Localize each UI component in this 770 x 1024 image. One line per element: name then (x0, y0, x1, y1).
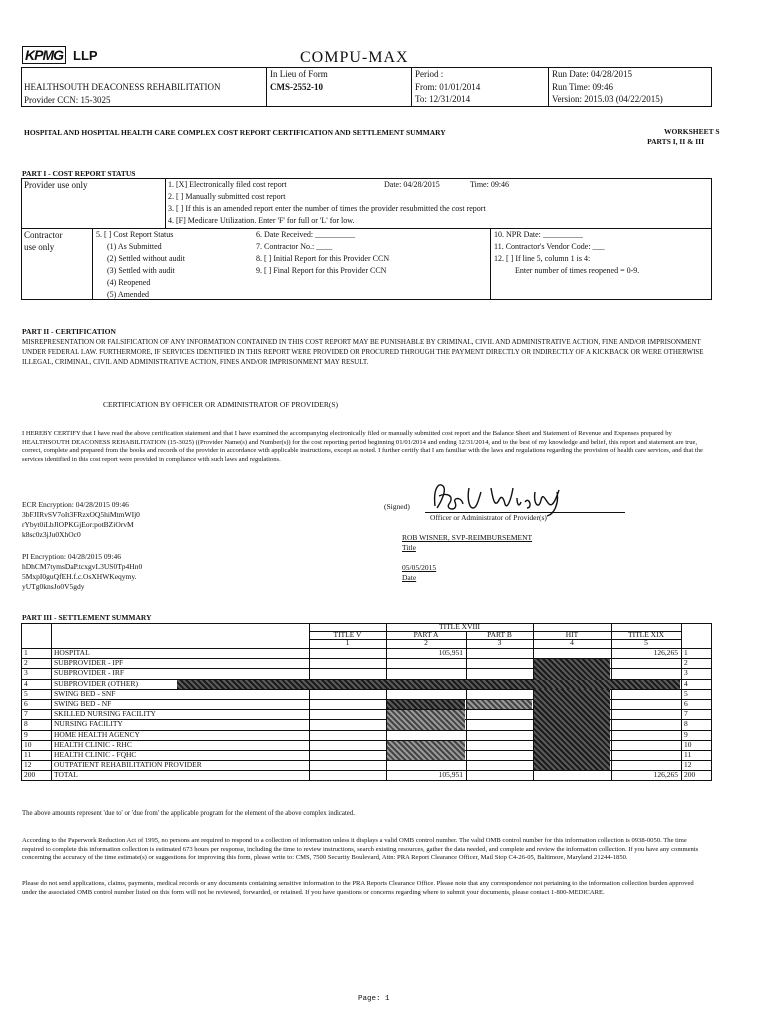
table-row-line-number: 200 (24, 770, 36, 780)
pi-label: PI Encryption: 04/28/2015 09:46 (22, 552, 121, 561)
ecr-line-2: rYbyt0iLbJlOPKGjEor:potBZiOrvM (22, 520, 134, 529)
part2-heading: PART II - CERTIFICATION (22, 327, 116, 336)
table-row-line-number: 4 (24, 678, 28, 688)
table-row-line-number-right: 3 (684, 668, 688, 678)
table-row-line-number: 10 (24, 739, 32, 749)
contractor-no: 7. Contractor No.: ____ (256, 242, 333, 251)
redaction-block (387, 710, 465, 729)
status-line-1: 1. [X] Electronically filed cost report (168, 180, 287, 189)
in-lieu-label: In Lieu of Form (270, 69, 328, 79)
table-row-label: HEALTH CLINIC - FQHC (54, 750, 137, 759)
header-col-hit: HIT (565, 630, 579, 639)
ecr-line-1: 3bFJIRvSV7oIt3FRzxOQ5hiMtmWIj0 (22, 510, 140, 519)
table-row-label: SUBPROVIDER - IRF (54, 668, 125, 678)
part1-vdivider-c (490, 228, 491, 300)
table-row-line-number-right: 200 (684, 770, 696, 780)
date-received: 6. Date Received: __________ (256, 230, 356, 239)
redaction-block (177, 680, 680, 689)
pra-statement-2: Please do not send applications, claims, payments, medical records or any documents containing sensitive information to the PRA Reports Clearance Office. Please note that any correspondence not pertaining to the information collection burden approved under the associated OMB control number listed on this form will not be reviewed, forwarded, or retained. If you have questions or concerns regarding where to submit your documents, please contact 1-800-MEDICARE. (22, 880, 694, 896)
table-row-label: OUTPATIENT REHABILITATION PROVIDER (54, 760, 202, 770)
header-colnum-b: 3 (497, 638, 502, 647)
header-col-xix: TITLE XIX (627, 630, 665, 639)
table-row-part-a: 105,951 (438, 770, 463, 780)
report-status-5: (5) Amended (107, 290, 149, 299)
worksheet-parts: PARTS I, II & III (647, 137, 704, 146)
table-row-line-number-right: 7 (684, 709, 688, 719)
signed-label: (Signed) (384, 502, 410, 511)
software-logo: COMPU-MAX (300, 49, 409, 66)
table-row-line-number: 3 (24, 668, 28, 678)
officer-label: Officer or Administrator of Provider(s) (430, 513, 547, 522)
status-line-3: 3. [ ] If this is an amended report enter the number of times the provider resubmitted the cost report (168, 204, 486, 213)
table-row-label: TOTAL (54, 770, 78, 780)
table-row-line-number: 12 (24, 760, 32, 770)
header-divider-3 (548, 67, 549, 107)
cert-heading: CERTIFICATION BY OFFICER OR ADMINISTRATOR OF PROVIDER(S) (103, 400, 338, 409)
table-row-line-number-right: 6 (684, 699, 688, 708)
form-number: CMS-2552-10 (270, 82, 323, 92)
header-colnum-a: 2 (424, 638, 428, 647)
header-rule-3 (21, 648, 712, 649)
ecr-label: ECR Encryption: 04/28/2015 09:46 (22, 500, 129, 509)
redaction-block (467, 700, 532, 709)
header-col-v: TITLE V (333, 630, 362, 639)
vendor-code: 11. Contractor's Vendor Code: ___ (494, 242, 605, 251)
table-row-line-number: 11 (24, 750, 32, 759)
header-divider-1 (266, 67, 267, 107)
table-row-title-xix: 126,265 (653, 648, 678, 657)
npr-date: 10. NPR Date: __________ (494, 230, 583, 239)
redaction-block (387, 700, 465, 709)
table-row-line-number-right: 11 (684, 750, 692, 759)
pi-line-1: hDhCM7tymsDaP.tcxgvL3US0Tp4Hn0 (22, 562, 143, 571)
settlement-table (21, 623, 712, 786)
pi-line-2: 5MxpI0guQfEH.f.c.OsXHWKeqymy. (22, 572, 137, 581)
table-row-line-number-right: 4 (684, 678, 688, 688)
reopen-line: 12. [ ] If line 5, column 1 is 4: (494, 254, 591, 263)
table-row-line-number: 1 (24, 648, 28, 657)
table-row-line-number: 9 (24, 729, 28, 739)
header-title-xviii: TITLE XVIII (438, 622, 481, 631)
report-status-2: (2) Settled without audit (107, 254, 185, 263)
table-row-label: SWING BED - NF (54, 699, 112, 708)
provider-use-label: Provider use only (24, 180, 88, 190)
table-row-label: HOSPITAL (54, 648, 90, 657)
table-row-title-xix: 126,265 (653, 770, 678, 780)
table-row-label: HOME HEALTH AGENCY (54, 729, 140, 739)
part1-heading: PART I - COST REPORT STATUS (22, 169, 136, 178)
ecr-line-3: k8sc0z3jJu0XhOc0 (22, 530, 81, 539)
col-rule-0 (51, 623, 52, 781)
page-number: Page: 1 (358, 995, 390, 1003)
worksheet-label: WORKSHEET S (664, 127, 720, 136)
status-line-2: 2. [ ] Manually submitted cost report (168, 192, 286, 201)
table-row-line-number: 7 (24, 709, 28, 719)
period-to: To: 12/31/2014 (415, 94, 471, 104)
table-row-part-a: 105,951 (438, 648, 463, 657)
signed-date: 05/05/2015 (402, 563, 437, 572)
reopen-count: Enter number of times reopened = 0-9. (515, 266, 640, 275)
table-row-line-number-right: 1 (684, 648, 688, 657)
report-status: 5. [ ] Cost Report Status (96, 230, 174, 239)
row-rule (21, 770, 712, 771)
provider-ccn: Provider CCN: 15-3025 (24, 95, 111, 105)
report-status-3: (3) Settled with audit (107, 266, 175, 275)
warning-text: MISREPRESENTATION OR FALSIFICATION OF ANY INFORMATION CONTAINED IN THIS COST REPORT MAY BE PUNISHABLE BY CRIMINAL, CIVIL AND ADMINISTRATIVE ACTION, FINE AND/OR IMPRISONMENT UNDER FEDERAL LAW. FURTHERMORE, IF SERVICES IDENTIFIED IN THIS REPORT WERE PROVIDED OR PROCURED THROUGH THE PAYMENT DIRECTLY OR INDIRECTLY OF A KICKBACK OR WERE OTHERWISE ILLEGAL, CRIMINAL, CIVIL AND ADMINISTRATIVE ACTION, FINES AND/OR IMPRISONMENT MAY RESULT. (22, 338, 704, 366)
status-line-1-date: Date: 04/28/2015 (384, 180, 440, 189)
settlement-note: The above amounts represent 'due to' or 'due from' the applicable program for the element of the above complex indicated. (22, 810, 355, 817)
provider-name: HEALTHSOUTH DEACONESS REHABILITATION (24, 82, 221, 92)
period-label: Period : (415, 69, 444, 79)
pra-statement: According to the Paperwork Reduction Act of 1995, no persons are required to respond to a collection of information unless it displays a valid OMB control number. The valid OMB control number for this information collection is 0938-0050. The time required to complete this information collection is estimated 673 hours per response, including the time to review instructions, search existing resources, gather the data needed, and complete and review the information collection. If you have any comments concerning the accuracy of the time estimate(s) or suggestions for improving this form, please write to: CMS, 7500 Security Boulevard, Attn: PRA Report Clearance Officer, Mail Stop C4-26-05, Baltimore, Maryland 21244-1850. (22, 837, 699, 862)
col-rule-6 (681, 623, 682, 781)
header-divider-2 (411, 67, 412, 107)
table-row-label: HEALTH CLINIC - RHC (54, 739, 132, 749)
table-row-label: SUBPROVIDER - IPF (54, 658, 124, 668)
part3-heading: PART III - SETTLEMENT SUMMARY (22, 613, 152, 622)
table-row-label: SWING BED - SNF (54, 688, 116, 698)
table-row-line-number-right: 8 (684, 719, 688, 729)
kpmg-logo (22, 47, 98, 65)
redaction-block (534, 659, 610, 770)
pi-line-3: yUTg0knsJo0V5gdy (22, 582, 85, 591)
table-row-line-number: 8 (24, 719, 28, 729)
date-label: Date (402, 573, 417, 582)
table-row-line-number-right: 2 (684, 658, 688, 668)
version: Version: 2015.03 (04/22/2015) (552, 94, 663, 104)
table-row-label: SUBPROVIDER (OTHER) (54, 678, 138, 688)
contractor-label: Contractor (24, 230, 63, 240)
header-colnum-xix: 5 (644, 638, 648, 647)
final-report: 9. [ ] Final Report for this Provider CCN (256, 266, 387, 275)
contractor-use-only: use only (24, 242, 55, 252)
run-time: Run Time: 09:46 (552, 82, 614, 92)
table-row-line-number: 6 (24, 699, 28, 708)
page-title: HOSPITAL AND HOSPITAL HEALTH CARE COMPLEX COST REPORT CERTIFICATION AND SETTLEMENT SUMMARY (24, 128, 446, 137)
redaction-block (387, 741, 465, 760)
kpmg-logo-mark: KPMG (22, 46, 66, 64)
report-status-1: (1) As Submitted (107, 242, 162, 251)
status-line-1-time: Time: 09:46 (470, 180, 510, 189)
part1-vdivider-a (165, 178, 166, 228)
part1-vdivider-b (92, 228, 93, 300)
header-col-a: PART A (413, 630, 439, 639)
title-label: Title (402, 543, 416, 552)
table-row-line-number-right: 12 (684, 760, 692, 770)
header-colnum-v: 1 (345, 638, 350, 647)
status-line-4: 4. [F] Medicare Utilization. Enter 'F' for full or 'L' for low. (168, 216, 355, 225)
part1-divider (21, 228, 712, 229)
header-col-b: PART B (487, 630, 512, 639)
signer-name-title: ROB WISNER, SVP-REIMBURSEMENT (402, 533, 533, 542)
table-row-line-number-right: 10 (684, 739, 692, 749)
table-row-line-number-right: 9 (684, 729, 688, 739)
cert-text: I HEREBY CERTIFY that I have read the above certification statement and that I have examined the accompanying electronically filed or manually submitted cost report and the Balance Sheet and Statement of Revenue and Expenses prepared by HEALTHSOUTH DEACONESS REHABILITATION (15-3025) ((Provider Name(s) and Number(s)) for the cost reporting period beginning 01/01/2014 and ending 12/31/2014, and to the best of my knowledge and belief, this report and statement are true, correct, complete and prepared from the books and records of the provider in accordance with applicable instructions, except as noted. I further certify that I am familiar with the laws and regulations regarding the provision of health care services, and that the services identified in this cost report were provided in compliance with such laws and regulations. (22, 430, 703, 463)
report-status-4: (4) Reopened (107, 278, 151, 287)
table-row-label: SKILLED NURSING FACILITY (54, 709, 156, 719)
table-row-line-number: 2 (24, 658, 28, 668)
table-row-line-number-right: 5 (684, 688, 688, 698)
firm-suffix: LLP (73, 48, 98, 63)
initial-report: 8. [ ] Initial Report for this Provider CCN (256, 254, 390, 263)
period-from: From: 01/01/2014 (415, 82, 481, 92)
table-row-label: NURSING FACILITY (54, 719, 123, 729)
table-row-line-number: 5 (24, 688, 28, 698)
run-date: Run Date: 04/28/2015 (552, 69, 632, 79)
header-colnum-hit: 4 (570, 638, 574, 647)
